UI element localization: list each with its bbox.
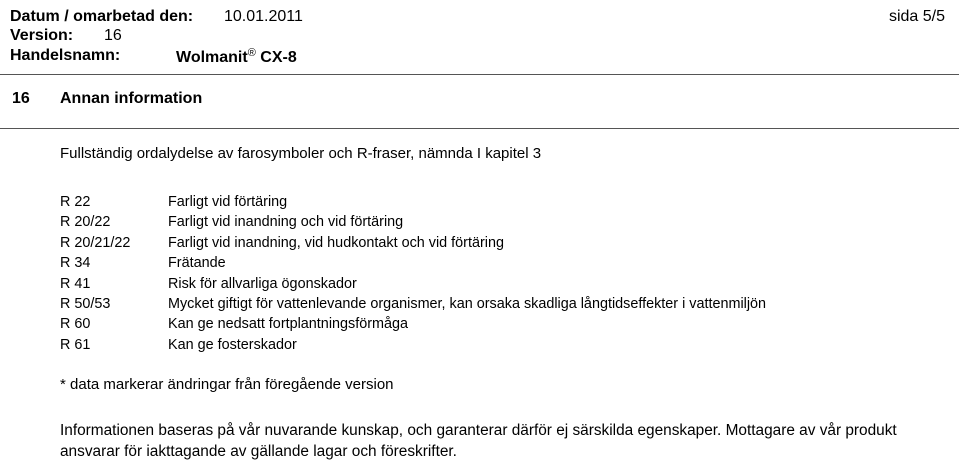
- page-number: sida 5/5: [888, 8, 945, 25]
- r-phrase-text: Frätande: [168, 255, 226, 272]
- section-heading: [12, 90, 202, 108]
- intro-text: Fullständig ordalydelse av farosymboler och R-fraser, nämnda I kapitel 3: [60, 145, 542, 162]
- r-phrase-row: [60, 296, 766, 316]
- r-phrase-row: [60, 276, 766, 296]
- section-title: Annan information: [60, 90, 203, 107]
- version-label: Version:: [10, 27, 74, 44]
- disclaimer-text: Informationen baseras på vår nuvarande kunskap, och garanterar därför ej särskilda egenskaper. Mottagare av vår produkt ansvarar för iakttagande av gällande lagar och föreskrifter.: [60, 422, 897, 460]
- change-note: * data markerar ändringar från föregående version: [60, 376, 394, 393]
- tradename-suffix: CX-8: [260, 49, 297, 66]
- r-phrase-code: R 20/22: [60, 214, 111, 231]
- r-phrase-row: [60, 194, 766, 214]
- tradename-value: [176, 47, 297, 67]
- registered-mark: ®: [247, 47, 256, 59]
- r-phrase-text: Farligt vid inandning och vid förtäring: [168, 214, 404, 231]
- r-phrase-text: Kan ge fosterskador: [168, 336, 297, 353]
- r-phrase-text: Farligt vid förtäring: [168, 194, 288, 210]
- section-number: 16: [12, 90, 30, 107]
- r-phrase-row: [60, 255, 766, 275]
- r-phrase-text: Kan ge nedsatt fortplantningsförmåga: [168, 316, 409, 333]
- tradename-text: Wolmanit: [176, 49, 248, 66]
- r-phrase-code: R 22: [60, 194, 91, 210]
- r-phrase-code: R 61: [60, 336, 91, 353]
- r-phrase-code: R 50/53: [60, 295, 111, 312]
- tradename-label: Handelsnamn:: [10, 47, 121, 64]
- r-phrase-row: [60, 316, 766, 336]
- section-divider: [0, 128, 959, 129]
- r-phrase-code: R 41: [60, 275, 91, 292]
- r-phrase-row: [60, 235, 766, 255]
- r-phrase-code: R 34: [60, 255, 91, 272]
- version-value: 16: [104, 27, 122, 44]
- r-phrase-text: Risk för allvarliga ögonskador: [168, 275, 357, 292]
- r-phrase-code: R 60: [60, 316, 91, 333]
- date-label: Datum / omarbetad den:: [10, 8, 194, 25]
- r-phrase-row: [60, 337, 766, 357]
- r-phrase-list: [60, 194, 766, 357]
- r-phrase-text: Mycket giftigt för vattenlevande organismer, kan orsaka skadliga långtidseffekter i vattenmiljön: [168, 295, 767, 312]
- header-divider: [0, 74, 959, 75]
- r-phrase-text: Farligt vid inandning, vid hudkontakt och vid förtäring: [168, 234, 504, 251]
- r-phrase-code: R 20/21/22: [60, 234, 131, 251]
- date-value: 10.01.2011: [224, 8, 303, 25]
- r-phrase-row: [60, 214, 766, 234]
